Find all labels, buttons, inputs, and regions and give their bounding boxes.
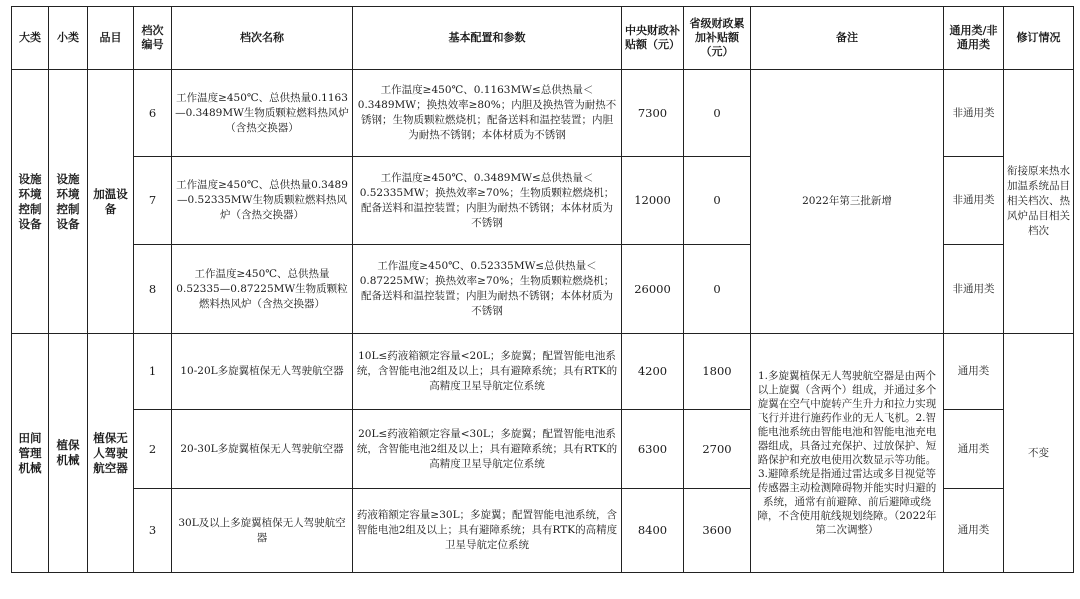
general-type-cell: 通用类 — [944, 410, 1004, 489]
config-cell: 工作温度≥450℃、0.52335MW≤总供热量＜0.87225MW；换热效率≥70%；生物质颗粒燃烧机；配备送料和温控装置；内胆为耐热不锈钢；本体材质为不锈钢 — [353, 245, 622, 334]
grade-no-cell: 3 — [134, 489, 172, 573]
remark-cell: 1.多旋翼植保无人驾驶航空器是由两个以上旋翼（含两个）组成，并通过多个旋翼在空气中旋转产生升力和拉力实现飞行并进行施药作业的无人飞机。2.智能电池系统由智能电池和智能电池充电器组成，具备过充保护、过放保护、短路保护和充放电使用次数显示等功能。3.避障系统是指通过雷达或多目视觉等传感器主动检测障碍物并能实时归避的系统，通常有前避障、前后避障或绕障，不含使用航线规划绕障。（2022年第二次调整） — [751, 334, 944, 573]
header-category: 大类 — [12, 7, 49, 70]
header-item: 品目 — [88, 7, 134, 70]
central-subsidy-cell: 8400 — [622, 489, 684, 573]
central-subsidy-cell: 4200 — [622, 334, 684, 410]
header-general-type: 通用类/非通用类 — [944, 7, 1004, 70]
subcategory-cell: 植保机械 — [49, 334, 88, 573]
central-subsidy-cell: 6300 — [622, 410, 684, 489]
subsidy-table — [11, 6, 1074, 573]
header-row — [12, 7, 1074, 70]
item-cell: 加温设备 — [88, 70, 134, 334]
provincial-subsidy-cell: 2700 — [684, 410, 751, 489]
config-cell: 药液箱额定容量≥30L；多旋翼；配置智能电池系统，含智能电池2组及以上；具有避障系统；具有RTK的高精度卫星导航定位系统 — [353, 489, 622, 573]
category-cell: 田间管理机械 — [12, 334, 49, 573]
central-subsidy-cell: 12000 — [622, 157, 684, 245]
document-page — [11, 6, 1074, 573]
header-provincial-subsidy: 省级财政累加补贴额（元） — [684, 7, 751, 70]
provincial-subsidy-cell: 0 — [684, 70, 751, 157]
grade-no-cell: 6 — [134, 70, 172, 157]
grade-name-cell: 工作温度≥450℃、总供热量0.52335—0.87225MW生物质颗粒燃料热风炉（含热交换器） — [172, 245, 353, 334]
provincial-subsidy-cell: 0 — [684, 245, 751, 334]
grade-name-cell: 工作温度≥450℃、总供热量0.1163—0.3489MW生物质颗粒燃料热风炉（含热交换器） — [172, 70, 353, 157]
grade-name-cell: 30L及以上多旋翼植保无人驾驶航空器 — [172, 489, 353, 573]
grade-name-cell: 10-20L多旋翼植保无人驾驶航空器 — [172, 334, 353, 410]
revision-cell: 衔接原来热水加温系统品目相关档次、热风炉品目相关档次 — [1004, 70, 1074, 334]
grade-name-cell: 20-30L多旋翼植保无人驾驶航空器 — [172, 410, 353, 489]
general-type-cell: 非通用类 — [944, 157, 1004, 245]
general-type-cell: 非通用类 — [944, 70, 1004, 157]
grade-no-cell: 2 — [134, 410, 172, 489]
header-remarks: 备注 — [751, 7, 944, 70]
general-type-cell: 非通用类 — [944, 245, 1004, 334]
provincial-subsidy-cell: 3600 — [684, 489, 751, 573]
header-config: 基本配置和参数 — [353, 7, 622, 70]
provincial-subsidy-cell: 1800 — [684, 334, 751, 410]
grade-no-cell: 1 — [134, 334, 172, 410]
revision-cell: 不变 — [1004, 334, 1074, 573]
grade-name-cell: 工作温度≥450℃、总供热量0.3489—0.52335MW生物质颗粒燃料热风炉（含热交换器） — [172, 157, 353, 245]
header-grade-no: 档次编号 — [134, 7, 172, 70]
general-type-cell: 通用类 — [944, 489, 1004, 573]
config-cell: 20L≤药液箱额定容量<30L；多旋翼；配置智能电池系统，含智能电池2组及以上；具有避障系统；具有RTK的高精度卫星导航定位系统 — [353, 410, 622, 489]
config-cell: 工作温度≥450℃、0.3489MW≤总供热量＜0.52335MW；换热效率≥70%；生物质颗粒燃烧机；配备送料和温控装置；内胆为耐热不锈钢；本体材质为不锈钢 — [353, 157, 622, 245]
header-subcategory: 小类 — [49, 7, 88, 70]
remark-cell: 2022年第三批新增 — [751, 70, 944, 334]
grade-no-cell: 7 — [134, 157, 172, 245]
header-central-subsidy: 中央财政补贴额（元） — [622, 7, 684, 70]
table-row — [12, 70, 1074, 157]
central-subsidy-cell: 26000 — [622, 245, 684, 334]
central-subsidy-cell: 7300 — [622, 70, 684, 157]
category-cell: 设施环境控制设备 — [12, 70, 49, 334]
grade-no-cell: 8 — [134, 245, 172, 334]
header-grade-name: 档次名称 — [172, 7, 353, 70]
provincial-subsidy-cell: 0 — [684, 157, 751, 245]
table-row — [12, 334, 1074, 410]
item-cell: 植保无人驾驶航空器 — [88, 334, 134, 573]
config-cell: 工作温度≥450℃、0.1163MW≤总供热量＜0.3489MW；换热效率≥80%；内胆及换热管为耐热不锈钢；生物质颗粒燃烧机；配备送料和温控装置；内胆为耐热不锈钢；本体材质为不锈钢 — [353, 70, 622, 157]
header-revision: 修订情况 — [1004, 7, 1074, 70]
subcategory-cell: 设施环境控制设备 — [49, 70, 88, 334]
general-type-cell: 通用类 — [944, 334, 1004, 410]
config-cell: 10L≤药液箱额定容量<20L；多旋翼；配置智能电池系统，含智能电池2组及以上；具有避障系统；具有RTK的高精度卫星导航定位系统 — [353, 334, 622, 410]
